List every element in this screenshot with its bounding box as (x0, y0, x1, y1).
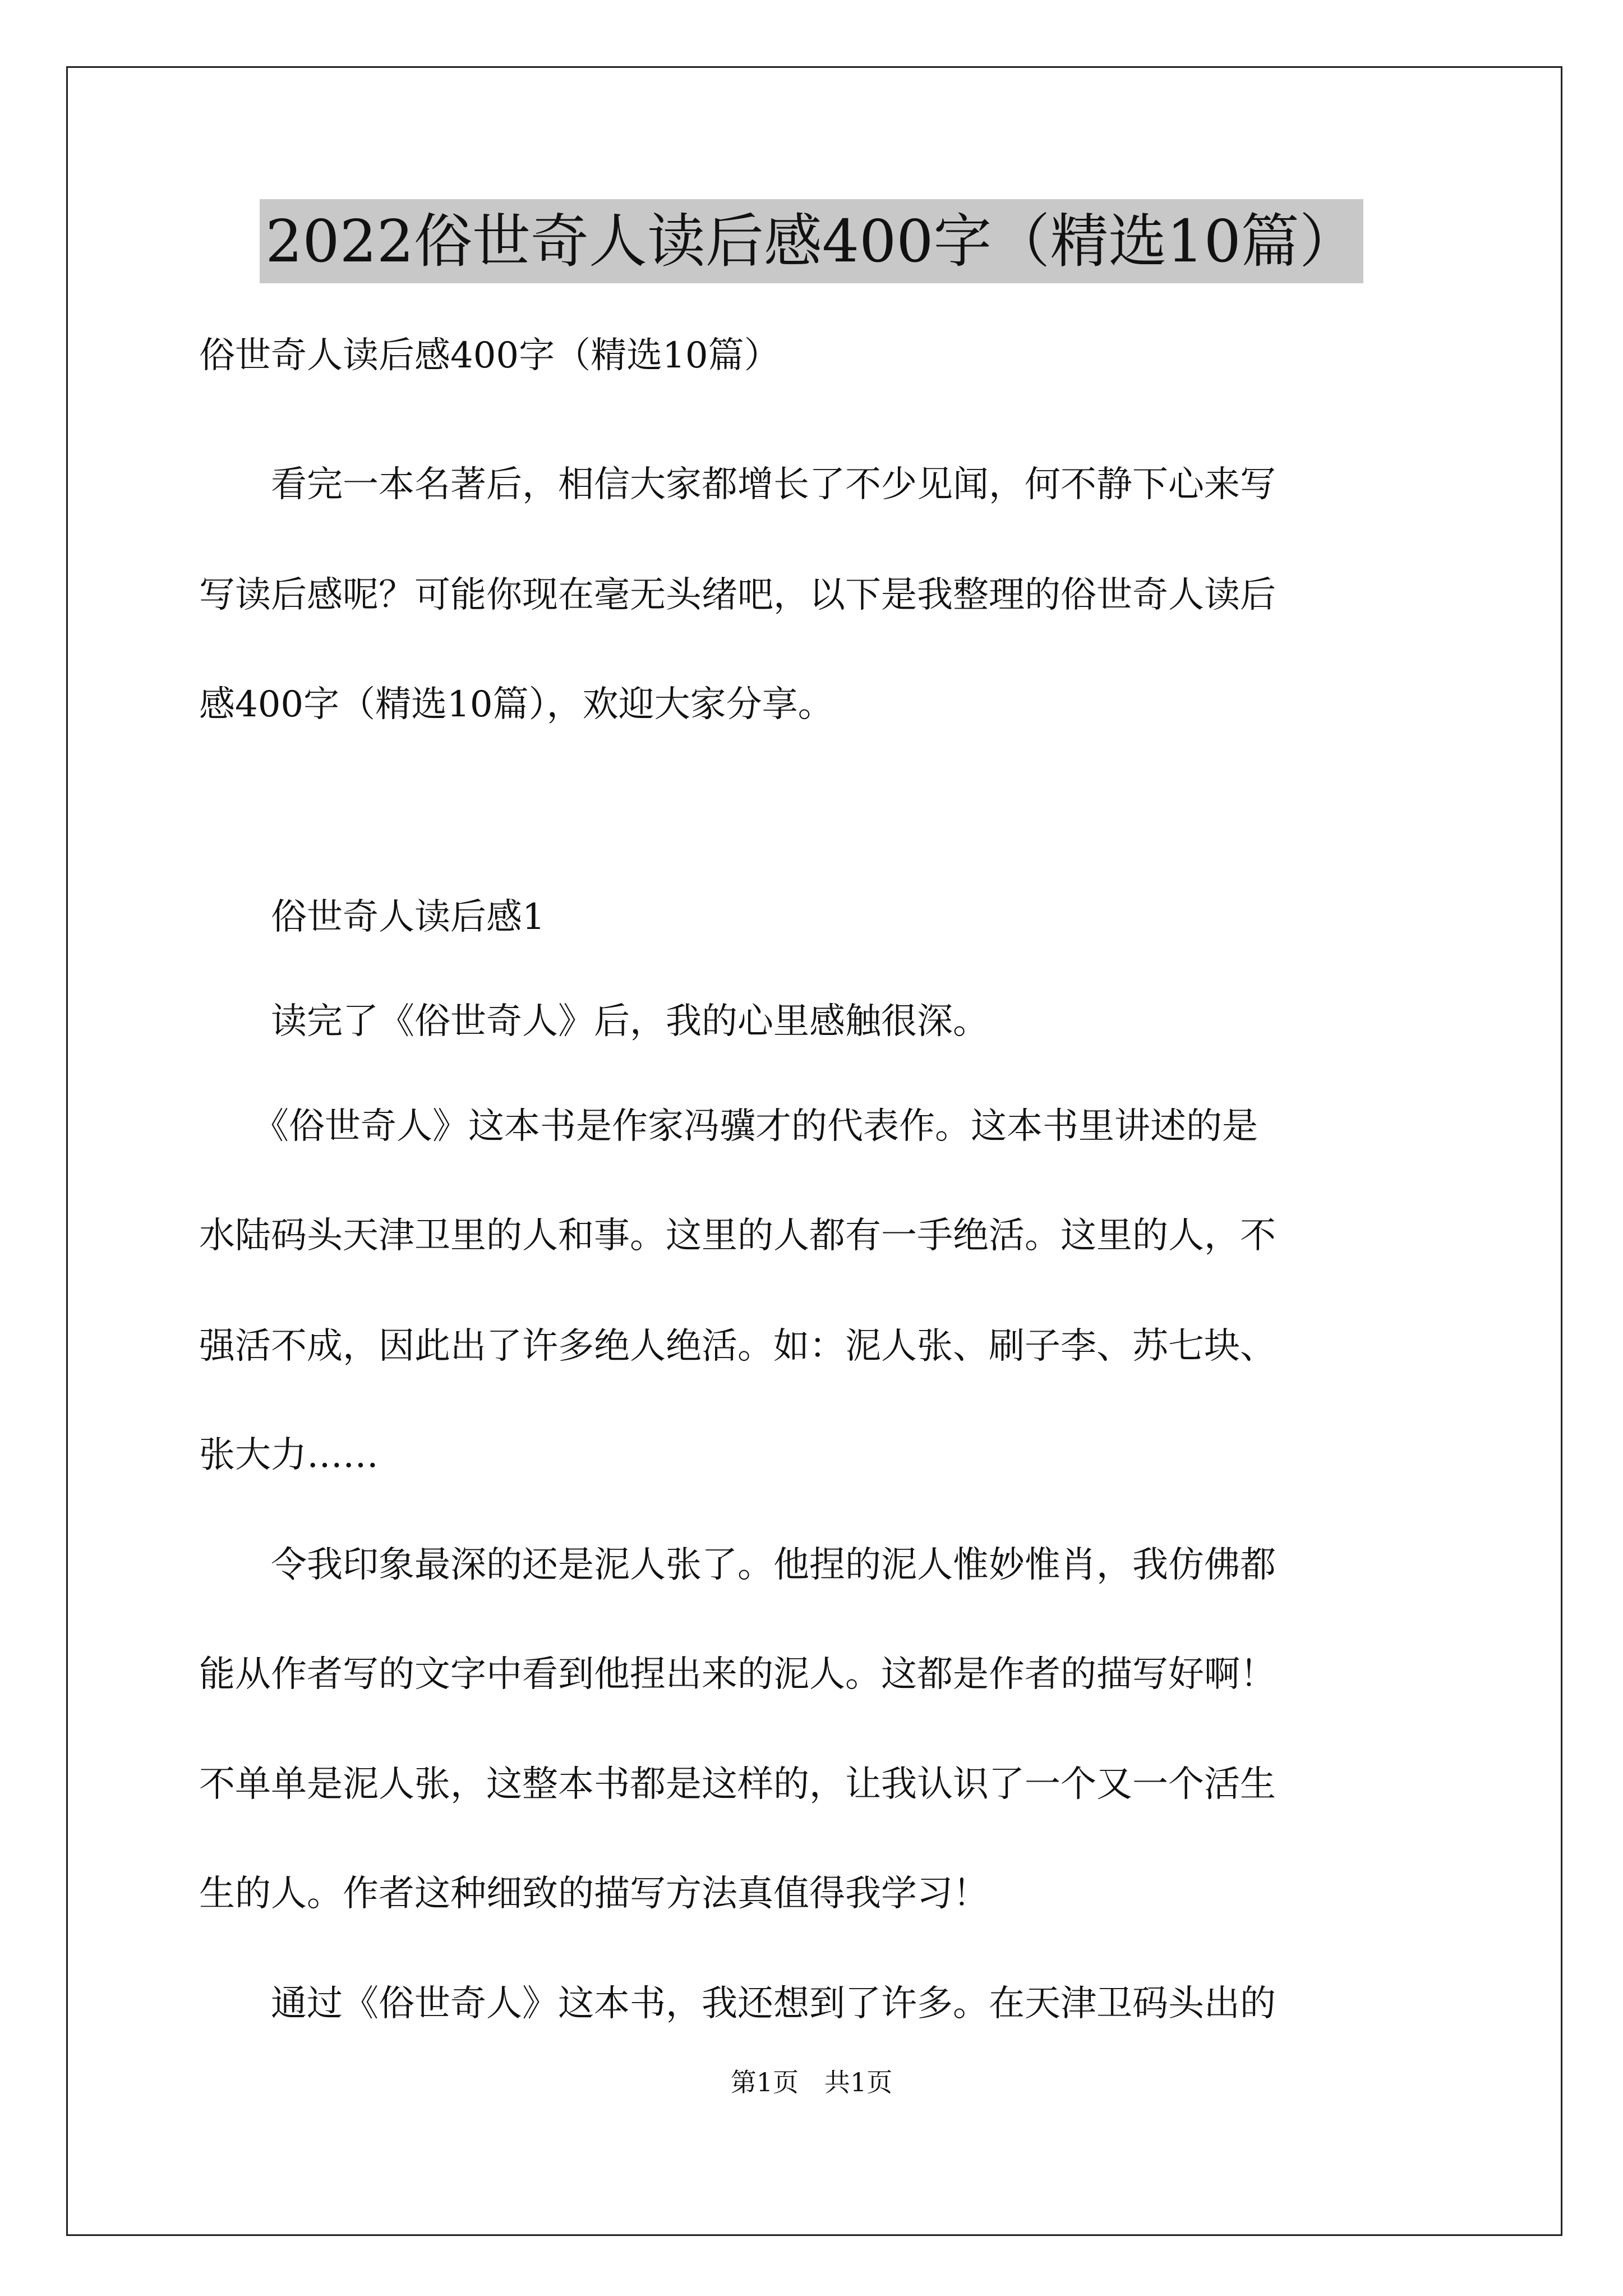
paragraph-line: 能从作者写的文字中看到他捏出来的泥人。这都是作者的描写好啊！ (199, 1654, 1276, 1695)
title-container (0, 199, 1623, 283)
paragraph-line: 写读后感呢？可能你现在毫无头绪吧，以下是我整理的俗世奇人读后 (199, 574, 1276, 616)
subtitle-line: 俗世奇人读后感400字（精选10篇） (199, 335, 780, 376)
section-heading: 俗世奇人读后感1 (199, 896, 545, 938)
page-footer: 第1页 共1页 (730, 2067, 893, 2097)
paragraph-line: 不单单是泥人张，这整本书都是这样的，让我认识了一个又一个活生 (199, 1764, 1276, 1805)
paragraph-line: 读完了《俗世奇人》后，我的心里感触很深。 (199, 1001, 989, 1042)
paragraph-line: 《俗世奇人》这本书是作家冯骥才的代表作。这本书里讲述的是 (199, 1106, 1258, 1147)
paragraph-line: 张大力…… (199, 1434, 379, 1476)
paragraph-line: 通过《俗世奇人》这本书，我还想到了许多。在天津卫码头出的 (199, 1983, 1276, 2024)
paragraph-line: 生的人。作者这种细致的描写方法真值得我学习！ (199, 1873, 989, 1915)
paragraph-line: 令我印象最深的还是泥人张了。他捏的泥人惟妙惟肖，我仿佛都 (199, 1544, 1276, 1586)
document-title: 2022俗世奇人读后感400字（精选10篇） (260, 199, 1363, 283)
paragraph-line: 感400字（精选10篇），欢迎大家分享。 (199, 684, 834, 725)
paragraph-line: 看完一本名著后，相信大家都增长了不少见闻，何不静下心来写 (199, 464, 1276, 505)
paragraph-line: 水陆码头天津卫里的人和事。这里的人都有一手绝活。这里的人，不 (199, 1215, 1276, 1257)
paragraph-line: 强活不成，因此出了许多绝人绝活。如：泥人张、刷子李、苏七块、 (199, 1326, 1276, 1367)
